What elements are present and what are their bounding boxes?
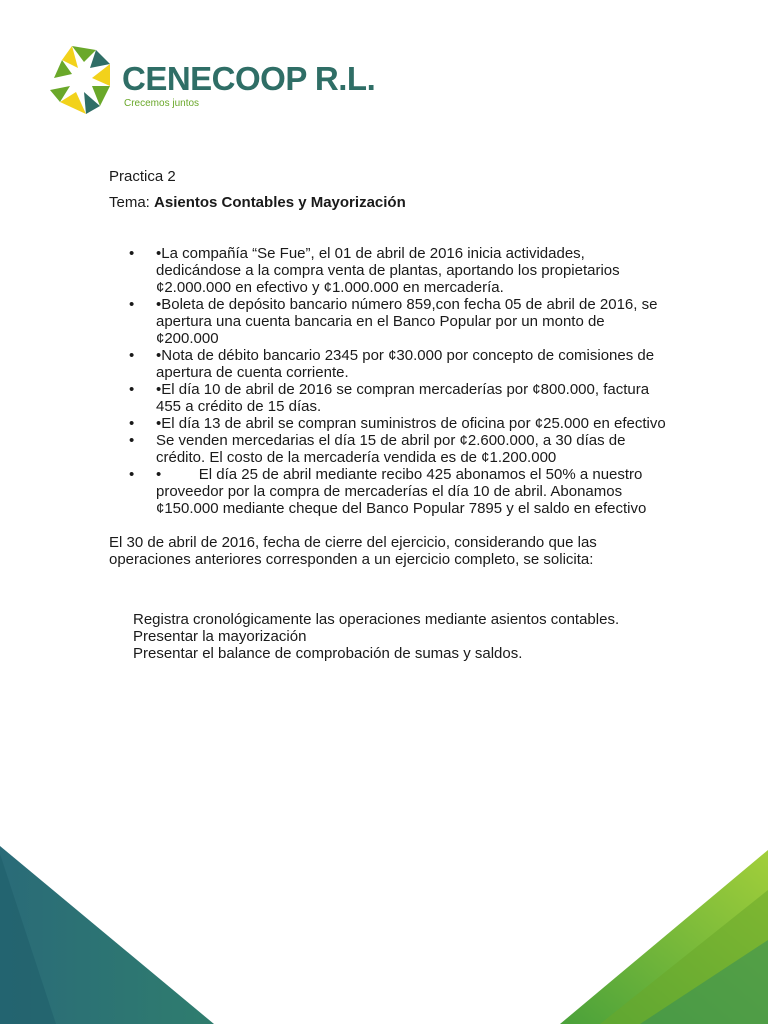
list-item-text: Se venden mercedarias el día 15 de abril por ¢2.600.000, a 30 días de crédito. El costo de la mercadería vendida es de ¢1.200.000 (156, 432, 626, 466)
list-item-text: •Nota de débito bancario 2345 por ¢30.000 por concepto de comisiones de apertura de cuenta corriente. (156, 347, 655, 381)
decorative-corner-graphic (0, 820, 768, 1024)
bullet-icon: • (129, 466, 135, 483)
bullet-icon: • (129, 432, 135, 449)
topic-line (109, 194, 669, 211)
list-item-text: •El día 13 de abril se compran suministros de oficina por ¢25.000 en efectivo (156, 415, 666, 432)
list-item (129, 432, 669, 466)
list-item (129, 347, 669, 381)
document-body (109, 168, 669, 662)
bullet-icon: • (129, 347, 135, 364)
task-list (133, 611, 669, 662)
closing-paragraph: El 30 de abril de 2016, fecha de cierre del ejercicio, considerando que las operaciones anteriores corresponden a un ejercicio completo, se solicita: (109, 534, 597, 568)
list-item (129, 245, 669, 296)
brand-name: CENECOOP R.L. (122, 60, 376, 97)
task-item: Registra cronológicamente las operaciones mediante asientos contables. (133, 611, 620, 628)
operations-list (109, 245, 669, 517)
brand-tagline: Crecemos juntos (124, 98, 200, 109)
list-item (129, 381, 669, 415)
cenecoop-pinwheel-icon (48, 44, 114, 114)
bullet-icon: • (129, 381, 135, 398)
topic-label: Tema: (109, 194, 155, 211)
practice-title: Practica 2 (109, 168, 176, 185)
list-item-text: •La compañía “Se Fue”, el 01 de abril de 2016 inicia actividades, dedicándose a la compra venta de plantas, aportando los propietarios ¢2.000.000 en efectivo y ¢1.000.000 en mercadería. (156, 245, 620, 296)
list-item-text: •Boleta de depósito bancario número 859,con fecha 05 de abril de 2016, se apertura una cuenta bancaria en el Banco Popular por un monto de ¢200.000 (156, 296, 658, 347)
task-item: Presentar la mayorización (133, 628, 307, 645)
bullet-icon: • (129, 415, 135, 432)
bullet-icon: • (129, 245, 135, 262)
cenecoop-logo (48, 44, 388, 116)
bullet-icon: • (129, 296, 135, 313)
list-item (129, 296, 669, 347)
list-item-text: • El día 25 de abril mediante recibo 425 abonamos el 50% a nuestro proveedor por la compra de mercaderías el día 10 de abril. Abonamos ¢150.000 mediante cheque del Banco Popular 7895 y el saldo en efectivo (156, 466, 647, 517)
list-item-text: •El día 10 de abril de 2016 se compran mercaderías por ¢800.000, factura 455 a crédito de 15 días. (156, 381, 650, 415)
list-item (129, 466, 669, 517)
task-item: Presentar el balance de comprobación de sumas y saldos. (133, 645, 523, 662)
list-item (129, 415, 669, 432)
topic-title: Asientos Contables y Mayorización (154, 194, 406, 211)
